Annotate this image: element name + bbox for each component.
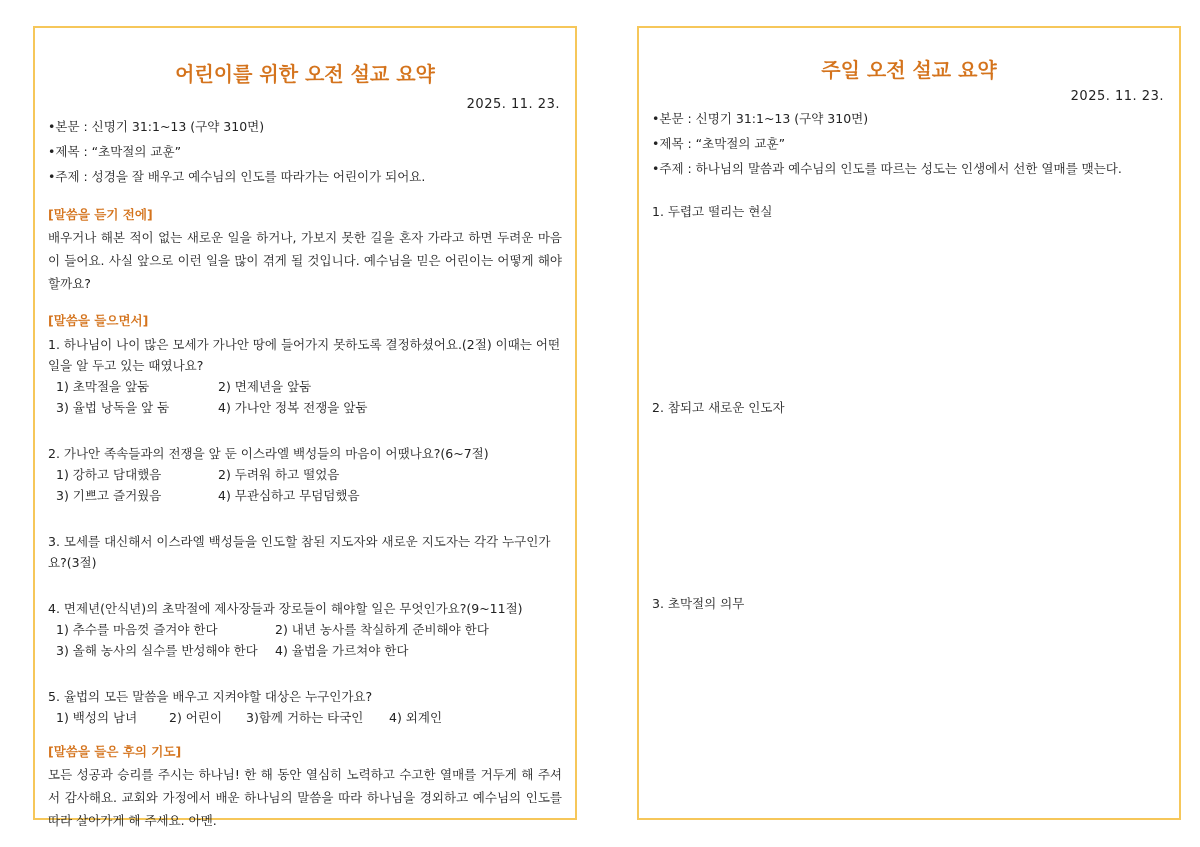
- question-5: 5. 율법의 모든 말씀을 배우고 지켜야할 대상은 누구인가요?: [48, 689, 373, 704]
- question-4: 4. 면제년(안식년)의 초막절에 제사장들과 장로들이 해야할 일은 무엇인가요?(9~11절): [48, 601, 523, 616]
- option: 2) 내년 농사를 착실하게 준비해야 한다: [275, 622, 489, 637]
- option: 1) 추수를 마음껏 즐겨야 한다: [56, 622, 218, 637]
- bible-passage: •본문 : 신명기 31:1~13 (구약 310면): [48, 119, 265, 134]
- option: 3) 올해 농사의 실수를 반성해야 한다: [56, 643, 258, 658]
- sermon-title: •제목 : “초막절의 교훈”: [652, 136, 786, 151]
- point-3: 3. 초막절의 의무: [652, 596, 745, 611]
- sermon-theme: •주제 : 성경을 잘 배우고 예수님의 인도를 따라가는 어린이가 되어요.: [48, 169, 426, 184]
- point-1: 1. 두렵고 떨리는 현실: [652, 204, 773, 219]
- question-1: 1. 하나님이 나이 많은 모세가 가나안 땅에 들어가지 못하도록 결정하셨어요.(2절) 이때는 어떤 일을 알 두고 있는 때였나요?: [48, 337, 561, 373]
- option: 3) 기쁘고 즐거웠음: [56, 488, 162, 503]
- before-heading: [말씀을 듣기 전에]: [48, 207, 153, 222]
- option: 4) 무관심하고 무덤덤했음: [218, 488, 360, 503]
- sermon-theme: •주제 : 하나님의 말씀과 예수님의 인도를 따르는 성도는 인생에서 선한 열매를 맺는다.: [652, 161, 1122, 176]
- page-title: 어린이를 위한 오전 설교 요약: [175, 62, 435, 86]
- adult-sermon-page: [637, 26, 1181, 820]
- sermon-title: •제목 : “초막절의 교훈”: [48, 144, 182, 159]
- option: 4) 율법을 가르쳐야 한다: [275, 643, 409, 658]
- question-5-options: [48, 707, 562, 728]
- option: 1) 강하고 담대했음: [56, 467, 162, 482]
- sermon-date: 2025. 11. 23.: [1070, 89, 1164, 104]
- question-3: 3. 모세를 대신해서 이스라엘 백성들을 인도할 참된 지도자와 새로운 지도자는 각각 누구인가요?(3절): [48, 534, 551, 570]
- option: 3) 율법 낭독을 앞 둠: [56, 400, 170, 415]
- page-title: 주일 오전 설교 요약: [821, 58, 997, 82]
- during-heading: [말씀을 들으면서]: [48, 313, 149, 328]
- question-4-options: [48, 619, 562, 661]
- option: 1) 백성의 남녀: [56, 710, 138, 725]
- option: 2) 두려워 하고 떨었음: [218, 467, 340, 482]
- option: 4) 외계인: [389, 710, 443, 725]
- question-1-options: [48, 376, 562, 418]
- option: 1) 초막절을 앞둠: [56, 379, 150, 394]
- children-sermon-page: [33, 26, 577, 828]
- after-heading: [말씀을 들은 후의 기도]: [48, 744, 182, 759]
- bible-passage: •본문 : 신명기 31:1~13 (구약 310면): [652, 111, 869, 126]
- option: 4) 가나안 정복 전쟁을 앞둠: [218, 400, 368, 415]
- question-2: 2. 가나안 족속들과의 전쟁을 앞 둔 이스라엘 백성들의 마음이 어땠나요?(6~7절): [48, 446, 489, 461]
- point-2: 2. 참되고 새로운 인도자: [652, 400, 785, 415]
- option: 3)함께 거하는 타국인: [246, 710, 364, 725]
- before-text: 배우거나 해본 적이 없는 새로운 일을 하거나, 가보지 못한 길을 혼자 가라고 하면 두려운 마음이 들어요. 사실 앞으로 이런 일을 많이 겪게 될 것입니다. 예수님을 믿은 어린이는 어떻게 해야할까요?: [48, 230, 562, 291]
- option: 2) 면제년을 앞둠: [218, 379, 312, 394]
- after-text: 모든 성공과 승리를 주시는 하나님! 한 해 동안 열심히 노력하고 수고한 열매를 거두게 해 주셔서 감사해요. 교회와 가정에서 배운 하나님의 말씀을 따라 하나님을 경외하고 예수님의 인도를 따라 살아가게 해 주세요. 아멘.: [48, 767, 562, 828]
- option: 2) 어린이: [169, 710, 223, 725]
- question-2-options: [48, 464, 562, 506]
- sermon-date: 2025. 11. 23.: [466, 97, 560, 112]
